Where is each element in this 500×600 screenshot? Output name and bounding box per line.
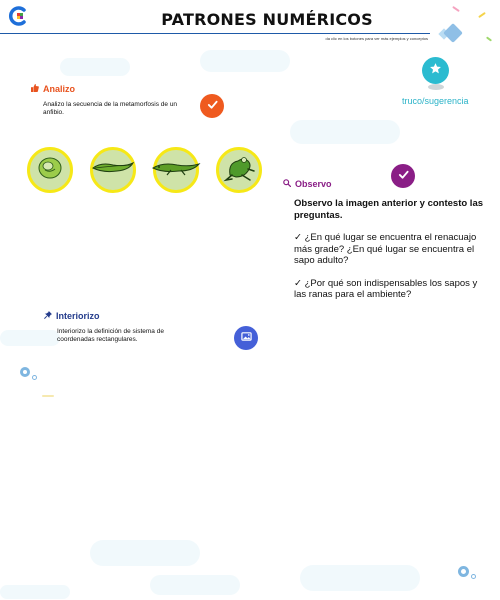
background-cloud	[60, 58, 130, 76]
background-cloud	[150, 575, 240, 595]
page-title: PATRONES NUMÉRICOS	[161, 10, 373, 29]
check-icon	[398, 167, 409, 185]
observo-question: ✓ ¿En qué lugar se encuentra el renacuajo más grade? ¿En qué lugar se encuentra el sapo adulto?	[294, 232, 477, 266]
interiorizo-heading	[44, 311, 100, 321]
analizo-title: Analizo	[43, 84, 76, 94]
decorative-dash	[42, 395, 54, 397]
analizo-text: Analizo la secuencia de la metamorfosis de un anfibio.	[43, 101, 178, 116]
observo-title: Observo	[295, 179, 332, 189]
page-subtitle: da clic en los botones para ver más ejemplos y conceptos	[325, 36, 428, 41]
interiorizo-text: Interiorizo la definición de sistema de coordenadas rectangulares.	[57, 328, 164, 343]
tip-badge-shadow	[428, 84, 444, 90]
analizo-heading	[31, 84, 75, 94]
observo-check-button[interactable]	[391, 164, 415, 188]
background-cloud	[200, 50, 290, 72]
tadpole-icon	[91, 160, 135, 181]
decorative-dash	[486, 36, 492, 41]
observo-heading	[283, 179, 332, 189]
observo-intro: Observo la imagen anterior y contesto las preguntas.	[294, 198, 484, 221]
stage-tadpole	[90, 147, 136, 193]
observo-content	[294, 198, 484, 312]
interiorizo-image-button[interactable]	[234, 326, 258, 350]
observo-question: ✓ ¿Por qué son indispensables los sapos y las ranas para el ambiente?	[294, 277, 478, 300]
background-cloud	[0, 330, 60, 346]
background-cloud	[90, 540, 200, 566]
search-icon	[283, 179, 291, 189]
image-icon	[241, 329, 252, 347]
header-divider	[0, 33, 430, 34]
background-cloud	[290, 120, 400, 144]
stage-egg	[27, 147, 73, 193]
interiorizo-title: Interiorizo	[56, 311, 100, 321]
analizo-check-button[interactable]	[200, 94, 224, 118]
pin-icon	[44, 311, 52, 321]
tip-button[interactable]	[422, 57, 449, 84]
star-icon	[429, 62, 442, 80]
decorative-ring	[32, 375, 37, 380]
decorative-ring	[458, 566, 469, 577]
stage-frog	[216, 147, 262, 193]
tip-label[interactable]: truco/sugerencia	[402, 96, 469, 106]
stage-tadpole-legs	[153, 147, 199, 193]
thumbs-up-icon	[31, 84, 39, 94]
frog-icon	[222, 153, 256, 188]
decorative-ring	[20, 367, 30, 377]
tadpole-legs-icon	[151, 159, 201, 182]
check-icon	[207, 97, 218, 115]
background-cloud	[0, 585, 70, 599]
egg-icon	[36, 155, 64, 186]
background-cloud	[300, 565, 420, 591]
decorative-ring	[471, 574, 476, 579]
